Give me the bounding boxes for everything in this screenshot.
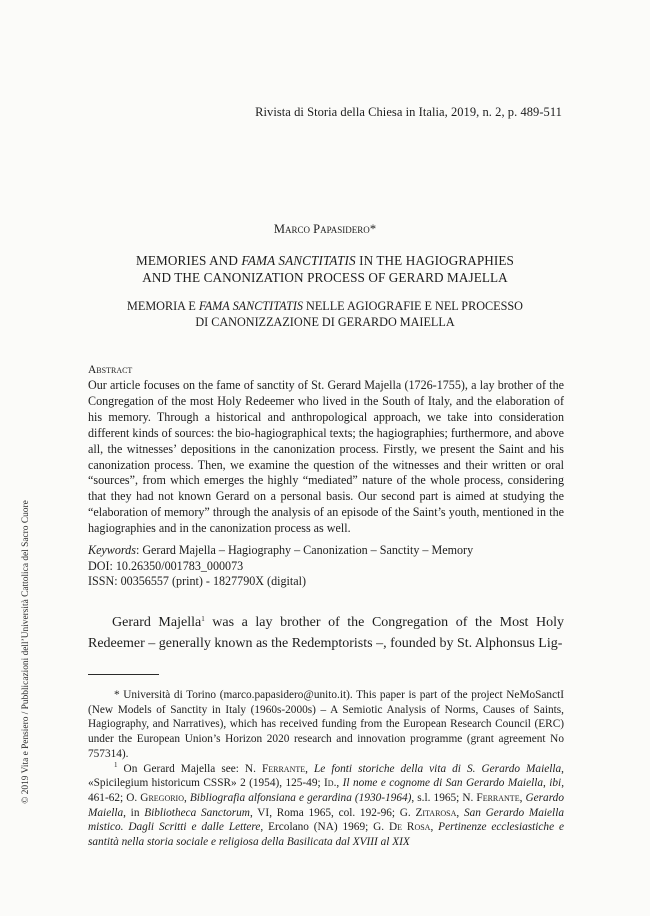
author-name: Marco Papasidero [273,222,370,236]
doi-line: DOI: 10.26350/001783_000073 [88,558,244,573]
footnote-1 [88,762,564,850]
keywords-label: Keywords [88,543,136,557]
title-english [80,252,570,286]
title-english-line-2: AND THE CANONIZATION PROCESS OF GERARD MAJELLA [142,270,508,285]
keywords-list: : Gerard Majella – Hagiography – Canonization – Sanctity – Memory [135,543,474,557]
author-line [0,222,650,237]
fn-text: , [305,762,315,775]
title-italian-part-2: NELLE AGIOGRAFIE E NEL PROCESSO [303,299,523,313]
footnotes [88,688,564,850]
fn-text: , [519,791,526,804]
title-italian-part-1: MEMORIA E [127,299,199,313]
title-italian-line-2: DI CANONIZZAZIONE DI GERARDO MAIELLA [195,315,455,329]
author-footnote-marker: * [369,222,377,236]
footnote-1-number: 1 [114,760,118,769]
issn-line: ISSN: 00356557 (print) - 1827790X (digital) [88,574,307,588]
fn-author: Ferrante [476,791,520,804]
fn-text: , Ercolano (NA) 1969; G. [260,821,389,834]
fn-text: , [336,777,343,790]
fn-title: Bibliografia alfonsiana e gerardina (1930-1964) [189,791,412,804]
copyright-text: © 2019 Vita e Pensiero / Pubblicazioni dell’Università Cattolica del Sacro Cuore [21,500,31,804]
footnote-divider [88,674,159,675]
fn-text: , s.l. 1965; N. [411,791,477,804]
title-english-line-1 [80,252,570,269]
fn-title: Bibliotheca Sanctorum [144,806,250,819]
side-copyright-note [21,500,36,804]
title-italian-line-1 [80,298,570,314]
fn-title: ibi [549,777,562,790]
fn-text: , in [123,806,145,819]
title-italian-italic: FAMA SANCTITATIS [198,299,303,313]
fn-author: Id. [324,777,337,790]
fn-title: Il nome e cognome di San Gerardo Maiella [342,777,544,790]
footnote-author: * Università di Torino (marco.papasidero@unito.it). This paper is part of the project NeMoSanctI (New Models of Sanctity in Italy (1960s-2000s) – A Semiotic Analysis of Norms, Causes of Saints, Hagiography, and Narratives), which has received funding from the European Research Council (ERC) under the European Union’s Horizon 2020 research and innovation programme (grant agreement No 757314). [88,689,564,760]
body-paragraph [88,612,564,654]
abstract-text: Our article focuses on the fame of sanctity of St. Gerard Majella (1726-1755), a lay brother of the Congregation of the most Holy Redeemer who lived in the South of Italy, and the elaboration of his memory. Through a historical and anthropological approach, we take into consideration different kinds of sources: the bio-hagiographical texts; the hagiographies; furthermore, and above all, the witnesses’ depositions in the canonization process. Firstly, we present the Saint and his canonization process. Then, we examine the question of the witnesses and their written or oral “sources”, from which emerges the highly “mediated” nature of the whole process, considering that they had not known Gerard on a personal basis. Our second part is aimed at studying the “elaboration of memory” through the analysis of an episode of the Saint’s youth, mentioned in the hagiographies and in the canonization process as well. [88,378,564,536]
fn-title: Gerardo Maiella [88,791,564,819]
fn-author: De Rosa [388,821,431,834]
fn-text: , [184,791,190,804]
abstract-heading: Abstract [88,364,133,376]
fn-author: Gregorio [140,791,184,804]
fn-author: Zitarosa [415,806,457,819]
body-text-start: Gerard Majella [112,615,202,630]
journal-citation: Rivista di Storia della Chiesa in Italia, 2019, n. 2, p. 489-511 [255,105,562,119]
keywords-line [88,543,473,559]
title-italian [80,298,570,330]
title-english-part-2: IN THE HAGIOGRAPHIES [355,253,514,268]
title-english-part-1: MEMORIES AND [136,253,242,268]
fn-text: , VI, Roma 1965, col. 192-96; G. [249,806,416,819]
article-metadata [88,543,473,590]
title-english-italic: FAMA SANCTITATIS [241,253,356,268]
fn-title: Pertinenze ecclesiastiche e santità nella storia sociale e religiosa della Basilicata dal XVIII al XIX [88,821,564,849]
body-text-rest: was a lay brother of the Congregation of the Most Holy Redeemer – generally known as the Redemptorists –, founded by St. Alphonsus Lig- [88,615,565,651]
fn-author: Ferrante [261,762,306,775]
fn-title: San Gerardo Maiella mistico. Dagli Scritti e dalle Lettere [88,806,564,834]
fn-title: Le fonti storiche della vita di S. Gerardo Maiella [314,762,562,775]
footnote-reference-1: 1 [201,615,205,623]
fn-text: , 461-62; O. [88,777,565,804]
fn-text: , «Spicilegium historicum CSSR» 2 (1954), 125-49; [88,762,564,790]
fn-text: , [430,821,439,834]
fn-text: , [456,806,464,819]
fn-text: , [543,777,550,790]
fn-text: On Gerard Majella see: N. [117,762,262,775]
